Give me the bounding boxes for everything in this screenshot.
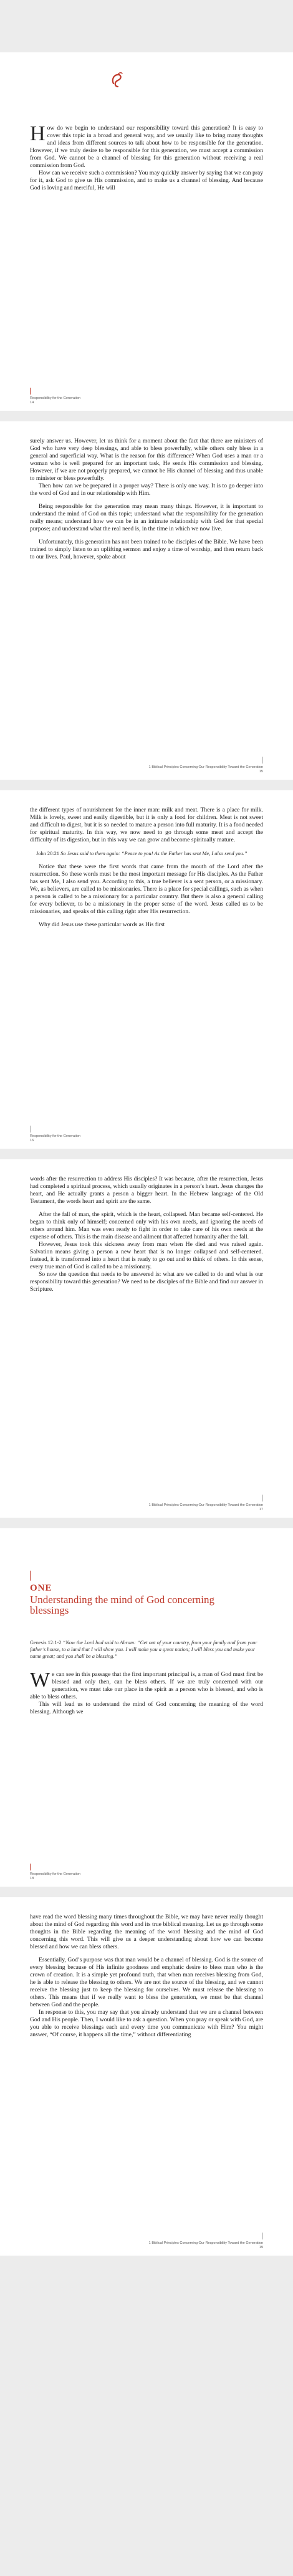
book-page: [0, 1897, 293, 2256]
body-paragraph: In response to this, you may say that you already understand that we are a channel between God and His people. Then, I would like to ask a question. When you pray or speak with God, are you able to receive blessings each and every time you communicate with Him? You might answer, “Of course, it happens all the time,” without differentiating: [30, 2009, 263, 2038]
chapter-ornament-icon: [108, 71, 125, 89]
body-paragraph: surely answer us. However, let us think for a moment about the fact that there are ministers of God who have very deep blessings, and able to bless powerfully, while others only bless in a general and superficial way. What is the reason for this difference? When God uses a man or a woman who is well prepared for an important task, He sends His commission and blessing. However, if we are not properly prepared, we cannot be His channel of blessing and thus unable to minister or bless powerfully.: [30, 438, 263, 482]
page-footer: [149, 1503, 263, 1512]
chapter-number: ONE: [30, 1583, 52, 1593]
footer-rule: [262, 757, 263, 764]
epigraph-text: “Now the Lord had said to Abram: “Get out of your country, from your family and from your father’s house, to a land that I will show you. I will make you a great nation; I will bless you and make your name great; and you shall be a blessing.”: [30, 1640, 257, 1659]
epigraph: [30, 1639, 263, 1660]
page-number: 19: [259, 2246, 263, 2249]
footer-rule: [30, 388, 31, 395]
running-head: 1 Biblical Principles Concerning Our Responsibility Toward the Generation: [148, 1503, 263, 1507]
quote-text: So Jesus said to them again: “Peace to you! As the Father has sent Me, I also send you.”: [60, 851, 247, 856]
footer-book-title: Responsibility for the Generation: [30, 1872, 81, 1876]
body-paragraph: Then how can we be prepared in a proper way? There is only one way. It is to go deeper into the word of God and in our relationship with Him.: [30, 482, 263, 497]
chapter-title: Understanding the mind of God concerning blessings: [30, 1594, 215, 1616]
scripture-quote: [36, 850, 263, 857]
page-footer: [30, 396, 80, 405]
body-paragraph: This will lead us to understand the mind of God concerning the meaning of the word blessing. Although we: [30, 1701, 263, 1715]
page-number: 16: [30, 1139, 34, 1142]
body-paragraph: After the fall of man, the spirit, which is the heart, collapsed. Man became self-centered. He began to think only of himself; concerned only with his own needs, and ignoring the needs of others around him. Man was even ready to fight in order to take care of his own needs at the expense of others. This is the main disease and ailment that affected humanity after the fall.: [30, 1211, 263, 1240]
footer-book-title: Responsibility for the Generation: [30, 1134, 81, 1138]
page-footer: [149, 2241, 263, 2250]
footer-book-title: Responsibility for the Generation: [30, 396, 81, 400]
body-paragraph: How can we receive such a commission? You may quickly answer by saying that we can pray for it, ask God to give us His commission, and to make us a channel of blessing. And because God is loving and merciful, He will: [30, 170, 263, 191]
body-paragraph: the different types of nourishment for the inner man: milk and meat. There is a place for milk. Milk is lovely, sweet and easily digestible, but it is only a food for children. Meat is not sweet and difficult to digest, but it is so needed to mature a person into full maturity. It is a food needed for spiritual maturity. In this way, we now need to go through some meat and accept the difficulty of its digestion, but in this way we can grow and become spiritually mature.: [30, 807, 263, 843]
footer-rule: [262, 1495, 263, 1501]
footer-rule: [262, 2233, 263, 2239]
body-paragraph: However, Jesus took this sickness away from man when He died and was raised again. Salvation means giving a person a new heart that is no longer collapsed and self-centered. Instead, it is transformed into a heart that is ready to go out and to think of others. In this sense, every true man of God is called to be a missionary.: [30, 1241, 263, 1270]
body-paragraph: How do we begin to understand our responsibility toward this generation? It is easy to cover this topic in a broad and general way, and we usually like to bring many thoughts and ideas from different sources to talk about how to be responsible for the generation. However, if we truly desire to be responsible for this generation, we must accept a commission from God. We cannot be a channel of blessing for this generation without receiving a real commission from God.: [30, 122, 263, 169]
book-page: [0, 52, 293, 411]
epigraph-reference: Genesis 12:1-2: [30, 1640, 62, 1645]
body-paragraph: Being responsible for the generation may mean many things. However, it is important to understand the mind of God on this topic; understand what the responsibility for the generation really means; understand how we can be in an intimate relationship with God for that special purpose; and understand what the real need is, in the time in which we now live.: [30, 503, 263, 532]
quote-reference: John 20:21: [36, 851, 59, 856]
body-paragraph: Why did Jesus use these particular words as His first: [39, 921, 165, 928]
book-page: [0, 1528, 293, 1887]
body-paragraph: Unfortunately, this generation has not been trained to be disciples of the Bible. We have been trained to simply listen to an uplifting sermon and enjoy a time of worship, and then return back to our lives. Paul, however, spoke about: [30, 539, 263, 560]
body-paragraph: have read the word blessing many times throughout the Bible, we may have never really thought about the mind of God regarding this word and its true biblical meaning. Let us go through some thoughts in the Bible regarding the meaning of the word blessing and the mind of God concerning this word. This will give us a deeper understanding about how we can become blessed and how we can bless others.: [30, 1913, 263, 1950]
page-footer: [30, 1134, 80, 1143]
drop-cap: W: [30, 1669, 50, 1692]
running-head: 1 Biblical Principles Concerning Our Responsibility Toward the Generation: [148, 2241, 263, 2245]
drop-cap: H: [30, 122, 46, 145]
page-number: 18: [30, 1877, 34, 1880]
body-paragraph: Essentially, God’s purpose was that man would be a channel of blessing. God is the source of every blessing because of His infinite goodness and emphatic desire to bless man who is the crown of creation. It is a simple yet profound truth, that when man receives blessing from God, he is able to release the blessing to others. We are not the source of the blessing, and we cannot receive the blessing just to keep the blessing for ourselves. We must release the blessing to others. This means that if we really want to bless the generation, we must be that channel between God and the people.: [30, 1956, 263, 2008]
footer-rule: [30, 1864, 31, 1870]
footer-rule: [30, 1126, 31, 1132]
page-footer: [30, 1872, 80, 1881]
page-number: 14: [30, 401, 34, 405]
body-paragraph: We can see in this passage that the first important principal is, a man of God must first be blessed and only then, can he bless others. If we are truly concerned with our generation, we must take our place in the spirit as a person who is blessed, and who is able to bless others.: [30, 1669, 263, 1700]
body-paragraph: So now the question that needs to be answered is: what are we called to do and what is our responsibility toward this generation? We need to be disciples of the Bible and find our answer in Scripture.: [30, 1271, 263, 1293]
book-page: [0, 1159, 293, 1518]
book-page: [0, 790, 293, 1149]
body-paragraph: words after the resurrection to address His disciples? It was because, after the resurrection, Jesus had completed a spiritual process, which usually originates in a person’s heart. Jesus changes the heart, and He actually grants a person a bigger heart. In the Hebrew language of the Old Testament, the words heart and spirit are the same.: [30, 1175, 263, 1205]
body-paragraph: Notice that these were the first words that came from the mouth of the Lord after the resurrection. So these words must be the most important message for His disciples. As the Father has sent Me, I also send you. According to this, a true believer is a sent person, or a missionary. We, as believers, are called to be missionaries. There is a place for special callings, such as when a person is called to be a missionary for a particular country. But there is also a general calling for every believer, to be a missionary in the proper sense of the word. Jesus called us to be missionaries, and speaks of this calling right after His resurrection.: [30, 863, 263, 915]
book-page: [0, 421, 293, 780]
page-number: 17: [259, 1508, 263, 1511]
page-number: 15: [259, 770, 263, 773]
running-head: 1 Biblical Principles Concerning Our Responsibility Toward the Generation: [148, 765, 263, 769]
chapter-rule: [30, 1571, 31, 1581]
page-footer: [149, 765, 263, 774]
